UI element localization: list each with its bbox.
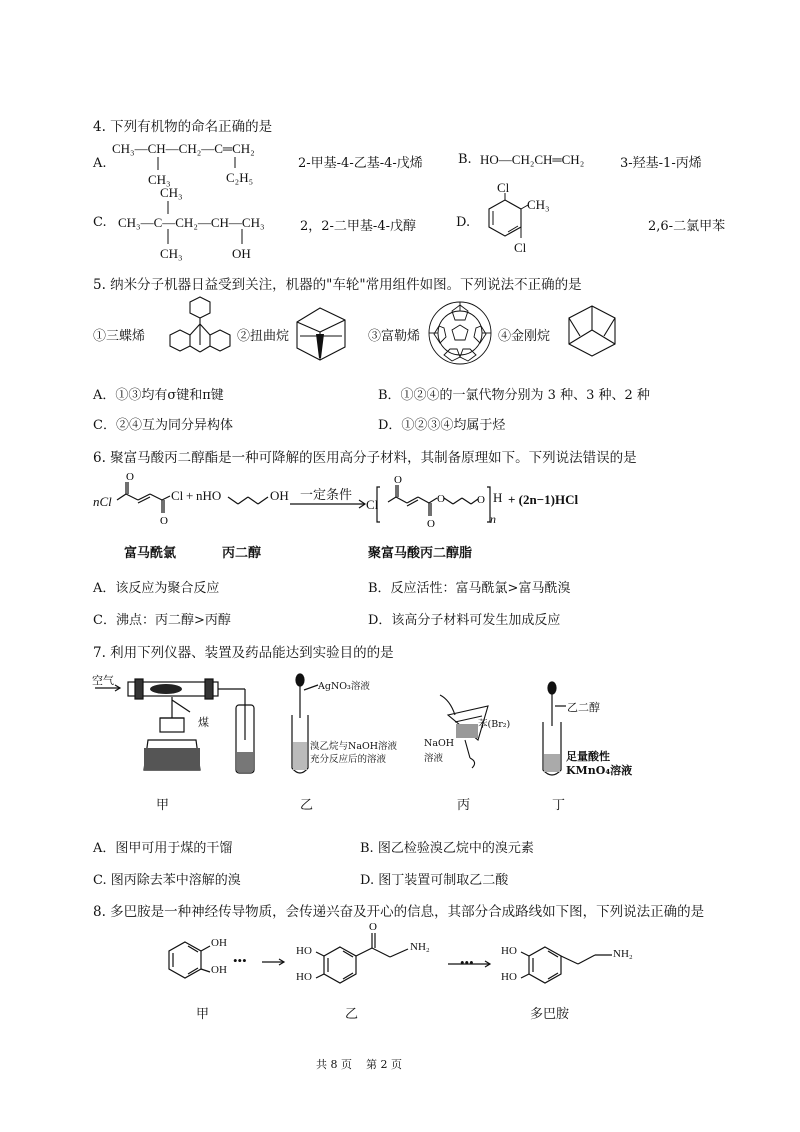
q8-yi-ho-top: HO	[296, 945, 312, 957]
q7-jia-air-label: 空气	[92, 674, 114, 687]
q8-name-yi: 乙	[345, 1007, 359, 1022]
svg-text:O: O	[427, 518, 435, 530]
q8-name-dopamine: 多巴胺	[530, 1007, 570, 1022]
q6-product-h: H	[493, 490, 503, 505]
q8-dopamine-ho-top: HO	[501, 945, 517, 957]
q6-reactant1-prefix: nCl	[93, 494, 112, 509]
q5-option-b: B．①②④的一氯代物分别为 3 种、3 种、2 种	[378, 388, 650, 403]
q7-yi-caption: 乙	[300, 798, 314, 813]
q7-yi-solution-label-1: 溴乙烷与NaOH溶液	[310, 741, 398, 752]
q6-byproduct: + (2n−1)HCl	[508, 492, 579, 507]
q6-plus: +	[186, 488, 194, 503]
q6-option-c: C．沸点：丙二醇>丙醇	[93, 613, 231, 628]
svg-text:O: O	[160, 515, 168, 527]
q8-yi-ho-bottom: HO	[296, 971, 312, 983]
q7-jia-coal-label: 煤	[198, 716, 209, 729]
q5-label-triptycene: ①三蝶烯	[93, 329, 146, 344]
q6-product-cl: Cl	[366, 497, 379, 512]
q8-arrow2-dots: •••	[460, 955, 474, 970]
q4-option-c-bottom-oh: OH	[232, 246, 251, 261]
q4-option-c-name: 2，2-二甲基-4-戊醇	[300, 219, 416, 234]
q8-jia-oh-top: OH	[211, 937, 227, 949]
q6-option-a: A．该反应为聚合反应	[93, 581, 220, 596]
q4-option-d-name: 2,6-二氯甲苯	[648, 219, 726, 234]
q4-option-c-letter: C.	[93, 215, 107, 230]
q6-name-polymer: 聚富马酸丙二醇脂	[368, 546, 473, 561]
svg-text:O: O	[369, 921, 377, 933]
svg-text:O: O	[477, 494, 485, 506]
q5-option-d: D．①②③④均属于烃	[378, 418, 506, 433]
q7-stem: 7. 利用下列仪器、装置及药品能达到实验目的的是	[93, 645, 394, 661]
svg-text:O: O	[394, 474, 402, 486]
q8-stem: 8. 多巴胺是一种神经传导物质，会传递兴奋及开心的信息，其部分合成路线如下图，下列说法正确的是	[93, 904, 705, 920]
q4-option-a-letter: A.	[93, 156, 107, 171]
q4-option-d-ch3: CH₃	[527, 197, 550, 212]
q8-name-jia: 甲	[196, 1007, 210, 1022]
q4-option-a-sub-c2h5: C₂H₅	[226, 170, 254, 185]
q7-ding-kmno4-label-2: KMnO₄溶液	[566, 764, 633, 777]
q5-option-c: C．②④互为同分异构体	[93, 418, 233, 433]
q4-option-c-formula: CH₃—C—CH₂—CH—CH₃	[118, 215, 265, 230]
q5-label-twistane: ②扭曲烷	[237, 329, 290, 344]
q4-option-a-formula: CH₃—CH—CH₂—C═CH₂	[112, 141, 255, 156]
q4-option-d-cl-bottom: Cl	[514, 240, 527, 255]
q7-yi-reagent-label: AgNO₃溶液	[318, 681, 370, 692]
q7-option-a: A．图甲可用于煤的干馏	[93, 841, 233, 856]
q6-name-fumaryl-chloride: 富马酰氯	[124, 546, 177, 561]
q6-product-n: n	[490, 512, 496, 526]
q8-arrow1-dots: •••	[233, 953, 247, 968]
q7-yi-solution-label-2: 充分反应后的溶液	[310, 754, 387, 765]
q7-bing-naoh-label-2: 溶液	[424, 753, 444, 764]
q7-ding-kmno4-label-1: 足量酸性	[566, 750, 610, 763]
q6-reactant1-suffix: Cl	[171, 488, 184, 503]
q7-ding-reagent-label: 乙二醇	[567, 701, 600, 714]
q4-option-c-bottom-ch3: CH₃	[160, 246, 183, 261]
q7-option-d: D. 图丁装置可制取乙二酸	[360, 873, 509, 888]
svg-text:O: O	[126, 471, 134, 483]
q4-option-d-cl-top: Cl	[497, 180, 510, 195]
q6-option-d: D．该高分子材料可发生加成反应	[368, 613, 561, 628]
q6-option-b: B．反应活性：富马酰氯>富马酰溴	[368, 581, 571, 596]
q5-option-a: A．①③均有σ键和π键	[93, 388, 224, 403]
q4-option-b-letter: B.	[458, 152, 472, 167]
q6-reactant2-suffix: OH	[270, 488, 289, 503]
q7-bing-naoh-label-1: NaOH	[424, 738, 455, 749]
q5-label-adamantane: ④金刚烷	[498, 329, 551, 344]
q4-option-a-name: 2-甲基-4-乙基-4-戊烯	[298, 156, 423, 171]
q8-yi-nh2: NH₂	[410, 941, 430, 953]
q8-dopamine-ho-bottom: HO	[501, 971, 517, 983]
q7-jia-caption: 甲	[156, 798, 170, 813]
q4-option-a-sub-ch3: CH₃	[148, 172, 171, 187]
q7-option-b: B. 图乙检验溴乙烷中的溴元素	[360, 841, 534, 856]
svg-text:O: O	[437, 493, 445, 505]
q5-label-fullerene: ③富勒烯	[368, 329, 421, 344]
q5-stem: 5. 纳米分子机器日益受到关注，机器的"车轮"常用组件如图。下列说法不正确的是	[93, 277, 582, 293]
page-footer: 共 8 页 第 2 页	[316, 1058, 402, 1071]
q7-bing-benzene-label: 苯(Br₂)	[478, 719, 511, 730]
q7-bing-caption: 丙	[457, 798, 471, 813]
q6-name-propanediol: 丙二醇	[222, 546, 262, 561]
q7-option-c: C. 图丙除去苯中溶解的溴	[93, 873, 241, 888]
q6-stem: 6. 聚富马酸丙二醇酯是一种可降解的医用高分子材料，其制备原理如下。下列说法错误的是	[93, 450, 637, 466]
q6-reactant2-prefix: nHO	[196, 488, 222, 503]
q4-option-c-top-ch3: CH₃	[160, 185, 183, 200]
q4-option-b-formula: HO—CH₂CH═CH₂	[480, 152, 585, 167]
q6-condition: 一定条件	[300, 488, 353, 503]
q8-jia-oh-bottom: OH	[211, 964, 227, 976]
q4-option-d-letter: D.	[456, 215, 471, 230]
q8-dopamine-nh2: NH₂	[613, 948, 633, 960]
q7-ding-caption: 丁	[552, 798, 566, 813]
q4-stem: 4. 下列有机物的命名正确的是	[93, 119, 273, 135]
q4-option-b-name: 3-羟基-1-丙烯	[620, 156, 702, 171]
